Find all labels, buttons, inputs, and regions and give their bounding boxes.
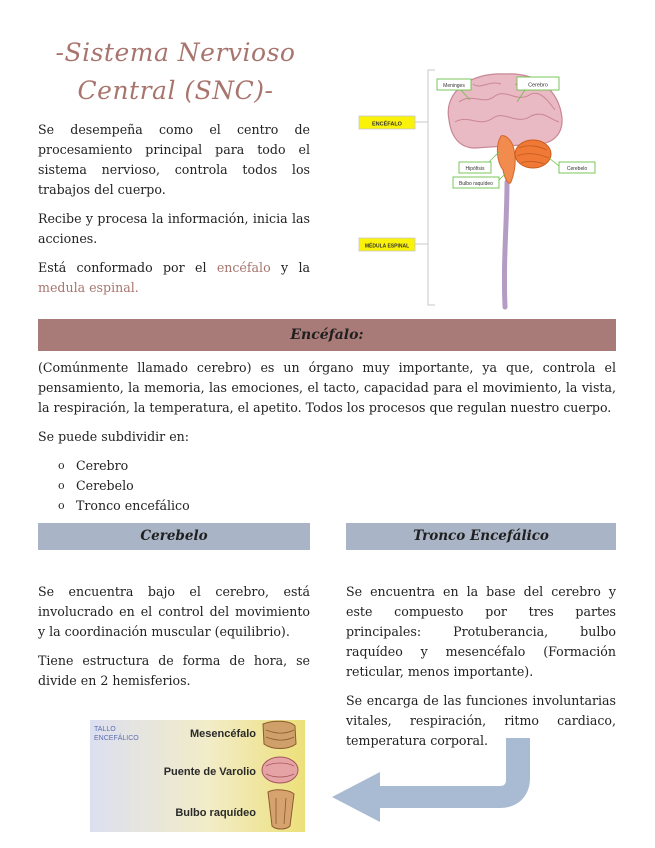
- cerebelo-paragraph-2: Tiene estructura de forma de hora, se divide en 2 hemisferios.: [38, 653, 310, 688]
- tronco-paragraph-1: Se encuentra en la base del cerebro y este compuesto por tres partes principales: Protuberancia, bulbo raquídeo y mesencéfalo (Formación reticular, menos importante).: [346, 584, 616, 679]
- label-encefalo: [359, 116, 415, 129]
- diagram-bracket: [428, 70, 435, 305]
- puente-shape: [262, 757, 298, 783]
- tronco-text: [346, 582, 616, 760]
- label-hipofisis-text: Hipófisis: [465, 166, 485, 172]
- cerebelo-heading: Cerebelo: [38, 523, 310, 550]
- label-bulbo: [453, 174, 505, 188]
- cerebelo-text: [38, 582, 310, 700]
- intro-p3-mid: y la: [281, 260, 310, 275]
- intro-p3-prefix: Está conformado por el: [38, 260, 207, 275]
- cns-diagram: [355, 62, 600, 312]
- encefalo-paragraph-1: (Comúnmente llamado cerebro) es un órgano muy importante, ya que, controla el pensamiento, la memoria, las emociones, el tacto, capacidad para el movimiento, la vista, la respiración, la temperatura, el apetito. Todos los procesos que regulan nuestro cuerpo.: [38, 360, 616, 415]
- label-cerebelo-text: Cerebelo: [566, 166, 588, 172]
- tag-line-1: TALLO: [94, 726, 116, 733]
- tag-line-2: ENCEFÁLICO: [94, 735, 139, 742]
- encefalo-heading: Encéfalo:: [38, 319, 616, 351]
- highlight-medula: medula espinal: [38, 280, 135, 295]
- label-meninges-text: Meninges: [443, 83, 465, 89]
- tronco-encefalico-image: [90, 720, 305, 832]
- page-title-line-2: Central (SNC)-: [77, 76, 274, 105]
- encefalo-text: [38, 358, 616, 516]
- intro-text: [38, 120, 310, 307]
- label-hipofisis: [459, 152, 499, 173]
- label-medula-text: MÉDULA ESPINAL: [364, 243, 410, 250]
- tronco-paragraph-2: Se encarga de las funciones involuntarias vitales, respiración, ritmo cardiaco, temperatura corporal.: [346, 693, 616, 748]
- spinal-cord: [504, 182, 507, 307]
- highlight-encefalo: encéfalo: [216, 260, 271, 275]
- curved-arrow-icon: [330, 738, 545, 823]
- intro-paragraph-1: Se desempeña como el centro de procesamiento principal para todo el sistema nervioso, controla todos los trabajos del cuerpo.: [38, 122, 310, 197]
- list-item: o Tronco encefálico: [38, 496, 616, 516]
- mesencefalo-label: Mesencéfalo: [189, 728, 256, 740]
- list-item: o Cerebro: [38, 456, 616, 476]
- encefalo-paragraph-2: Se puede subdividir en:: [38, 429, 190, 444]
- intro-paragraph-3: [38, 258, 310, 298]
- label-encefalo-text: ENCÉFALO: [372, 121, 402, 128]
- list-item: o Cerebelo: [38, 476, 616, 496]
- label-medula: [359, 238, 415, 251]
- label-cerebelo: [549, 158, 595, 173]
- tronco-heading: Tronco Encefálico: [346, 523, 616, 550]
- label-cerebro-text: Cerebro: [528, 82, 548, 89]
- cerebellum: [515, 140, 551, 168]
- intro-paragraph-2: Recibe y procesa la información, inicia las acciones.: [38, 211, 310, 246]
- bulbo-label: Bulbo raquídeo: [175, 807, 256, 819]
- label-bulbo-text: Bulbo raquídeo: [459, 181, 493, 187]
- cerebelo-paragraph-1: Se encuentra bajo el cerebro, está involucrado en el control del movimiento y la coordinación muscular (equilibrio).: [38, 584, 310, 639]
- bulbo-shape: [268, 790, 294, 829]
- puente-label: Puente de Varolio: [163, 766, 256, 778]
- intro-p3-end: .: [134, 280, 139, 295]
- page-title-line-1: -Sistema Nervioso: [55, 38, 296, 67]
- encefalo-subdivision-list: [38, 456, 616, 516]
- page-title: [38, 34, 313, 110]
- mesencefalo-shape: [263, 721, 296, 748]
